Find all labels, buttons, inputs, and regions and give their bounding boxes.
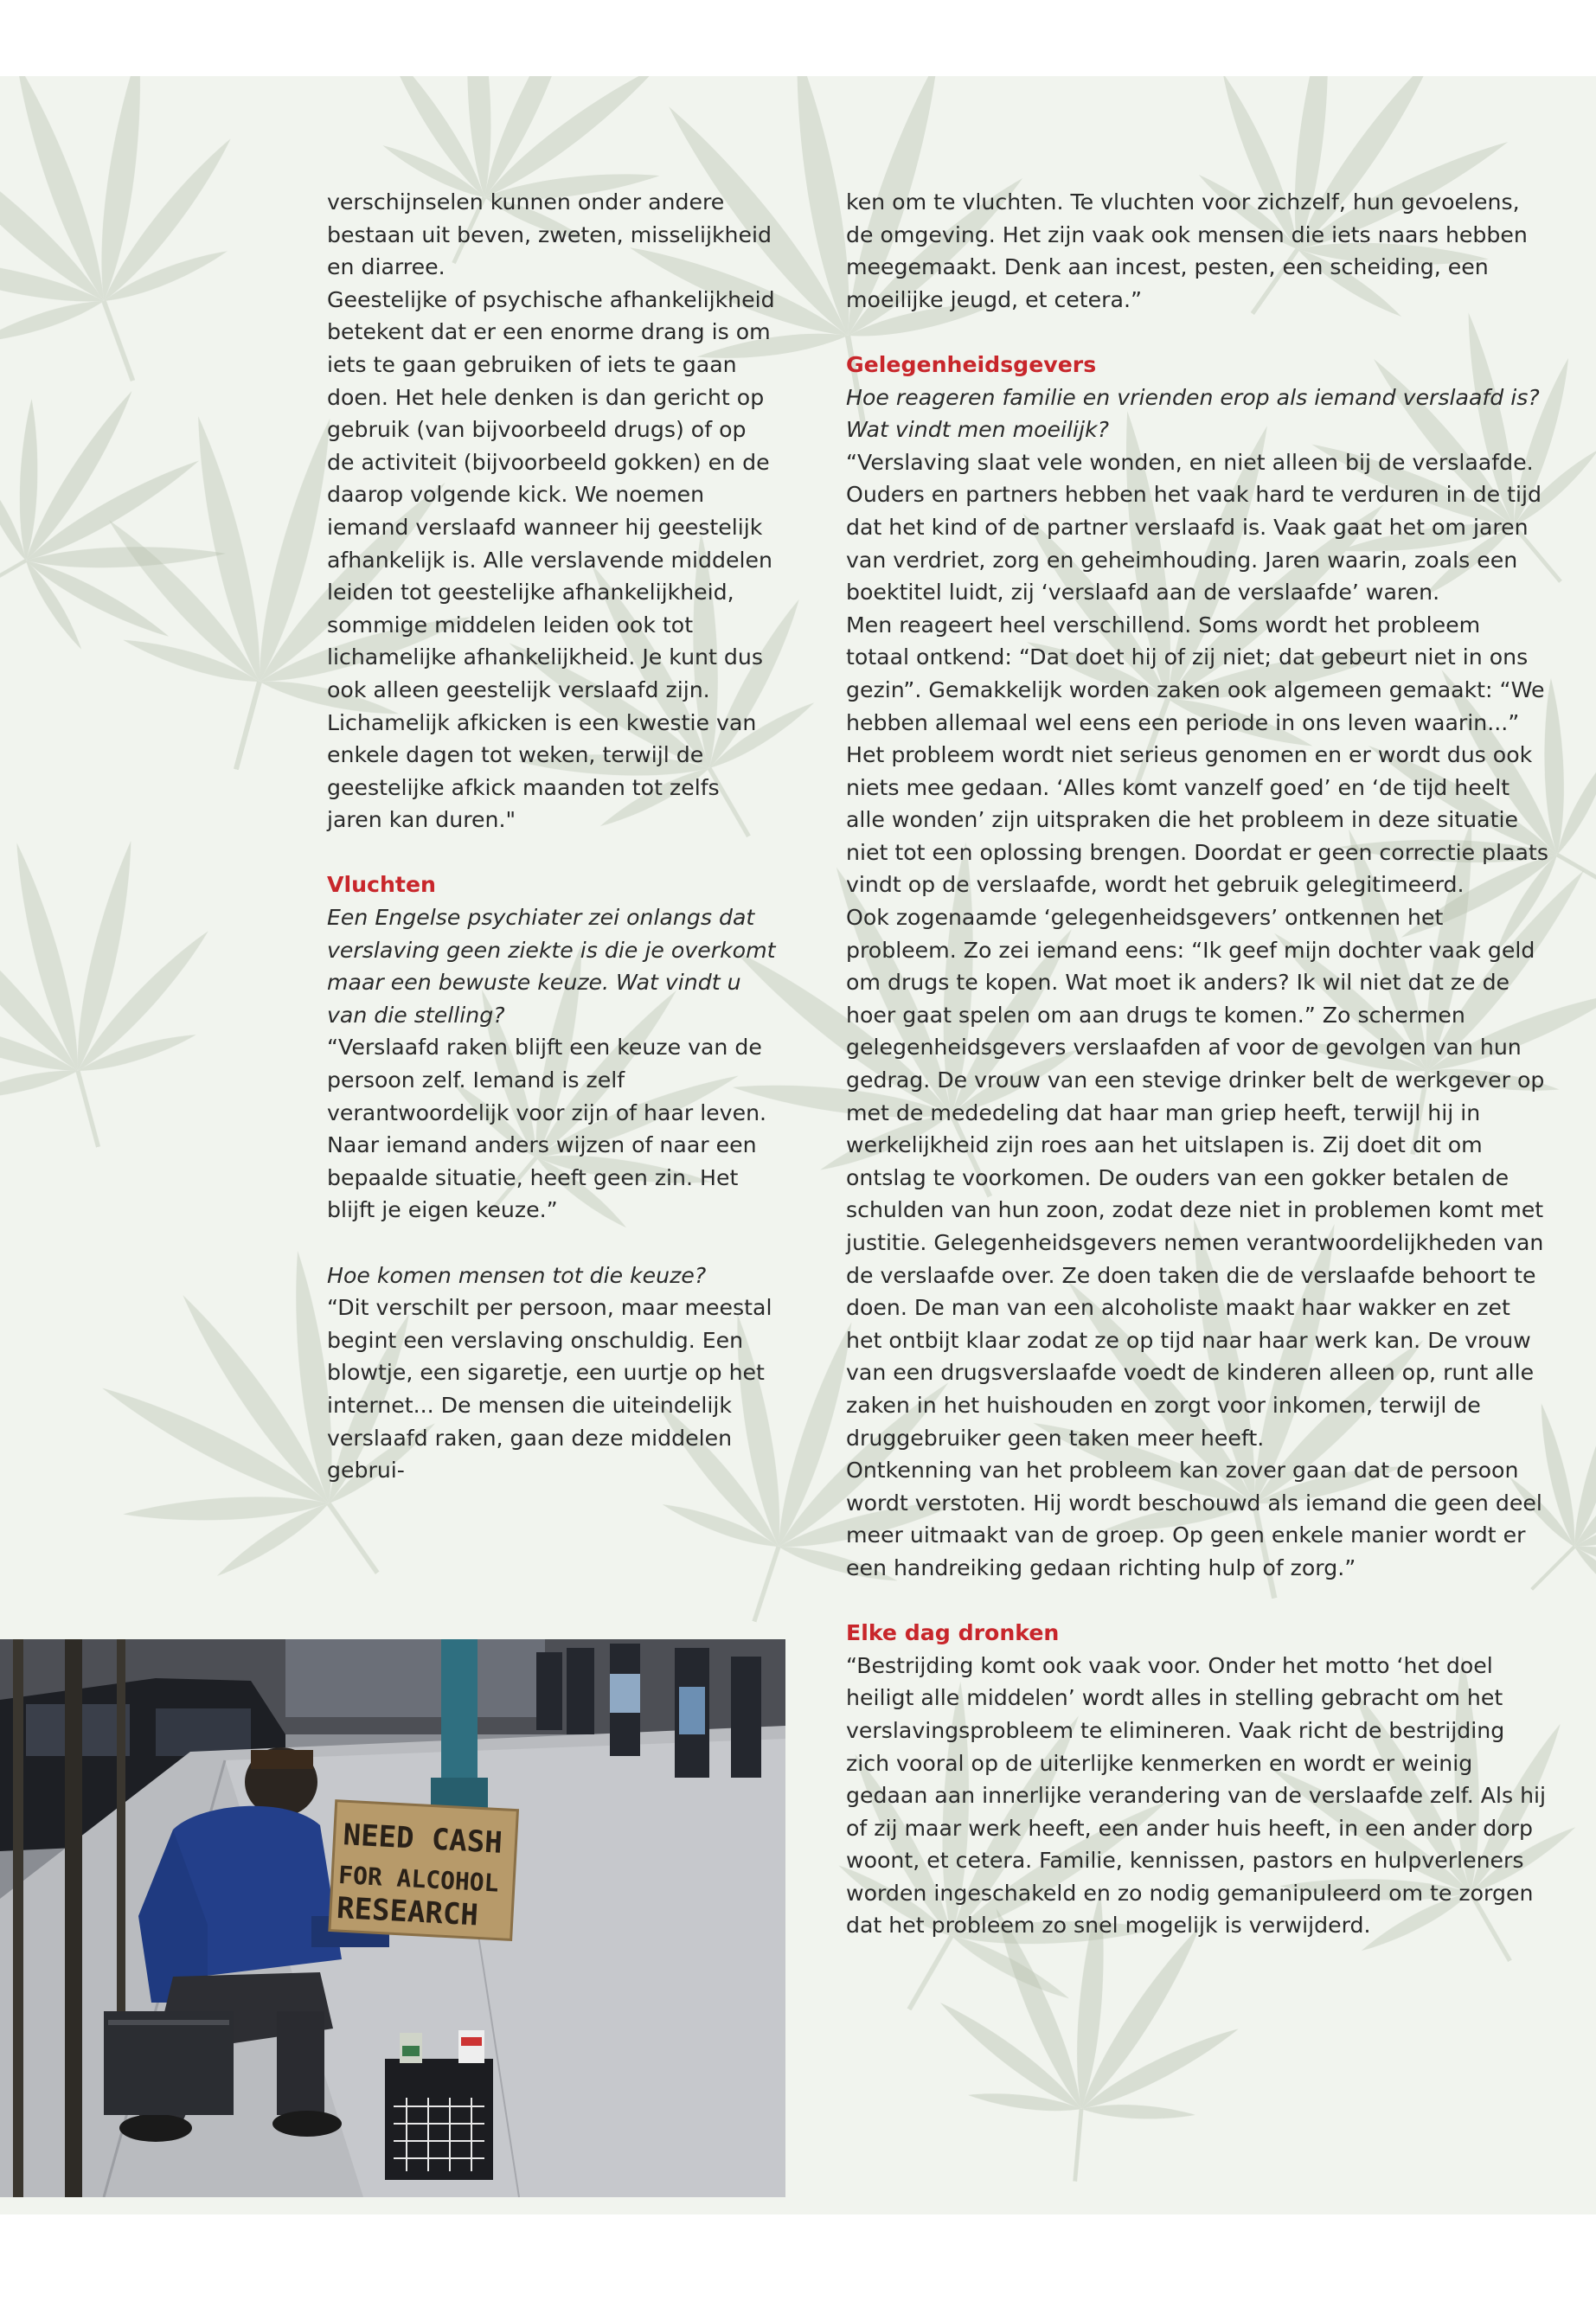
interview-answer: “Verslaafd raken blijft een keuze van de persoon zelf. Iemand is zelf verantwoordelijk voor zijn of haar leven. Naar iemand anders wijzen of naar een bepaalde situatie, heeft geen zin. Het blijft je eigen keuze.” (327, 1035, 767, 1223)
interview-question: Een Engelse psychiater zei onlangs dat verslaving geen ziekte is die je overkomt maar een bewuste keuze. Wat vindt u van die stelling? (327, 905, 776, 1028)
body-paragraph: Ook zogenaamde ‘gelegenheidsgevers’ ontkennen het probleem. Zo zei iemand eens: “Ik geef mijn dochter vaak geld om drugs te kopen. Wat moet ik anders? Ik wil niet dat ze de hoer gaat spelen om aan drugs te komen.” Zo schermen gelegenheidsgevers verslaafden af voor de gevolgen van hun gedrag. De vrouw van een stevige drinker belt de werkgever op met de mededeling dat haar man griep heeft, terwijl hij in werkelijkheid zijn roes aan het uitslapen is. Zij doet dit om ontslag te voorkomen. De ouders van een gokker betalen de schulden van hun zoon, zodat deze niet in problemen komt met justitie. Gelegenheidsgevers nemen verantwoordelijkheden van de verslaafde over. Ze doen taken die de verslaafde behoort te doen. De man van een alcoholiste maakt haar wakker en zet het ontbijt klaar zodat ze op tijd naar haar werk kan. De vrouw van een drugsverslaafde voedt de kinderen alleen op, runt alle zaken in het huishouden en zorgt voor inkomen, terwijl de druggebruiker geen taken meer heeft. (846, 905, 1545, 1451)
top-margin (0, 0, 1596, 76)
sign-text: FOR ALCOHOL (337, 1860, 500, 1898)
bottom-margin (0, 2214, 1596, 2301)
interview-answer: “Dit verschilt per persoon, maar meestal begint een verslaving onschuldig. Een blowtje, een sigaretje, een uurtje op het internet... De mensen die uiteindelijk verslaafd raken, gaan deze middelen gebrui- (327, 1295, 772, 1484)
body-paragraph: Men reageert heel verschillend. Soms wordt het probleem totaal ontkend: “Dat doet hij of zij niet; dat gebeurt niet in ons gezin”. Gemakkelijk worden zaken ook algemeen gemaakt: “We hebben allemaal wel eens een periode in ons leven waarin...” Het probleem wordt niet serieus genomen en er wordt dus ook niets mee gedaan. ‘Alles komt vanzelf goed’ en ‘de tijd heelt alle wonden’ zijn uitspraken die het probleem in deze situatie niet tot een oplossing brengen. Doordat er geen correctie plaats vindt op de verslaafde, wordt het gebruik gelegitimeerd. (846, 612, 1548, 898)
street-photo (0, 1639, 785, 2197)
body-paragraph: Ontkenning van het probleem kan zover gaan dat de persoon wordt verstoten. Hij wordt beschouwd als iemand die geen deel meer uitmaakt van de groep. Op geen enkele manier wordt er een handreiking gedaan richting hulp of zorg.” (846, 1458, 1542, 1580)
right-column (846, 186, 1548, 1942)
sign-text: NEED CASH (342, 1817, 503, 1861)
body-paragraph: ken om te vluchten. Te vluchten voor zichzelf, hun gevoelens, de omgeving. Het zijn vaak ook mensen die iets naars hebben meegemaakt. Denk aan incest, pesten, een scheiding, een moeilijke jeugd, et cetera.” (846, 189, 1528, 312)
section-heading-gelegenheidsgevers: Gelegenheidsgevers (846, 351, 1097, 377)
interview-answer: “Verslaving slaat vele wonden, en niet alleen bij de verslaafde. Ouders en partners hebben het vaak hard te verduren in de tijd dat het kind of de partner verslaafd is. Vaak gaat het om jaren van verdriet, zorg en geheimhouding. Jaren waarin, zoals een boektitel luidt, zij ‘verslaafd aan de verslaafde’ waren. (846, 449, 1542, 606)
left-column (327, 186, 777, 1487)
body-paragraph: “Bestrijding komt ook vaak voor. Onder het motto ‘het doel heiligt alle middelen’ wordt alles in stelling gebracht om het verslavingsprobleem te elimineren. Vaak richt de bestrijding zich vooral op de uiterlijke kenmerken en wordt er weinig gedaan aan innerlijke verandering van de verslaafde zelf. Als hij of zij maar werk heeft, een ander huis heeft, in een ander dorp woont, et cetera. Familie, kennissen, pastors en hulpverleners worden ingeschakeld en zo nodig gemanipuleerd om te zorgen dat het probleem zo snel mogelijk is verwijderd. (846, 1652, 1547, 1939)
body-paragraph: Geestelijke of psychische afhankelijkheid betekent dat er een enorme drang is om iets te gaan gebruiken of iets te gaan doen. Het hele denken is dan gericht op gebruik (van bijvoorbeeld drugs) of op de activiteit (bijvoorbeeld gokken) en de daarop volgende kick. We noemen iemand verslaafd wanneer hij geestelijk afhankelijk is. Alle verslavende middelen leiden tot geestelijke afhankelijkheid, sommige middelen leiden ook tot lichamelijke afhankelijkheid. Je kunt dus ook alleen geestelijk verslaafd zijn. Lichamelijk afkicken is een kwestie van enkele dagen tot weken, terwijl de geestelijke afkick maanden tot zelfs jaren kan duren." (327, 286, 775, 833)
body-paragraph: verschijnselen kunnen onder andere bestaan uit beven, zweten, misselijkheid en diarree. (327, 189, 772, 280)
section-heading-elke-dag-dronken: Elke dag dronken (846, 1620, 1060, 1646)
section-heading-vluchten: Vluchten (327, 872, 436, 898)
sign-text: RESEARCH (336, 1890, 479, 1933)
interview-question: Hoe reageren familie en vrienden erop als iemand verslaafd is? Wat vindt men moeilijk? (846, 384, 1540, 443)
interview-question: Hoe komen mensen tot die keuze? (327, 1262, 707, 1288)
